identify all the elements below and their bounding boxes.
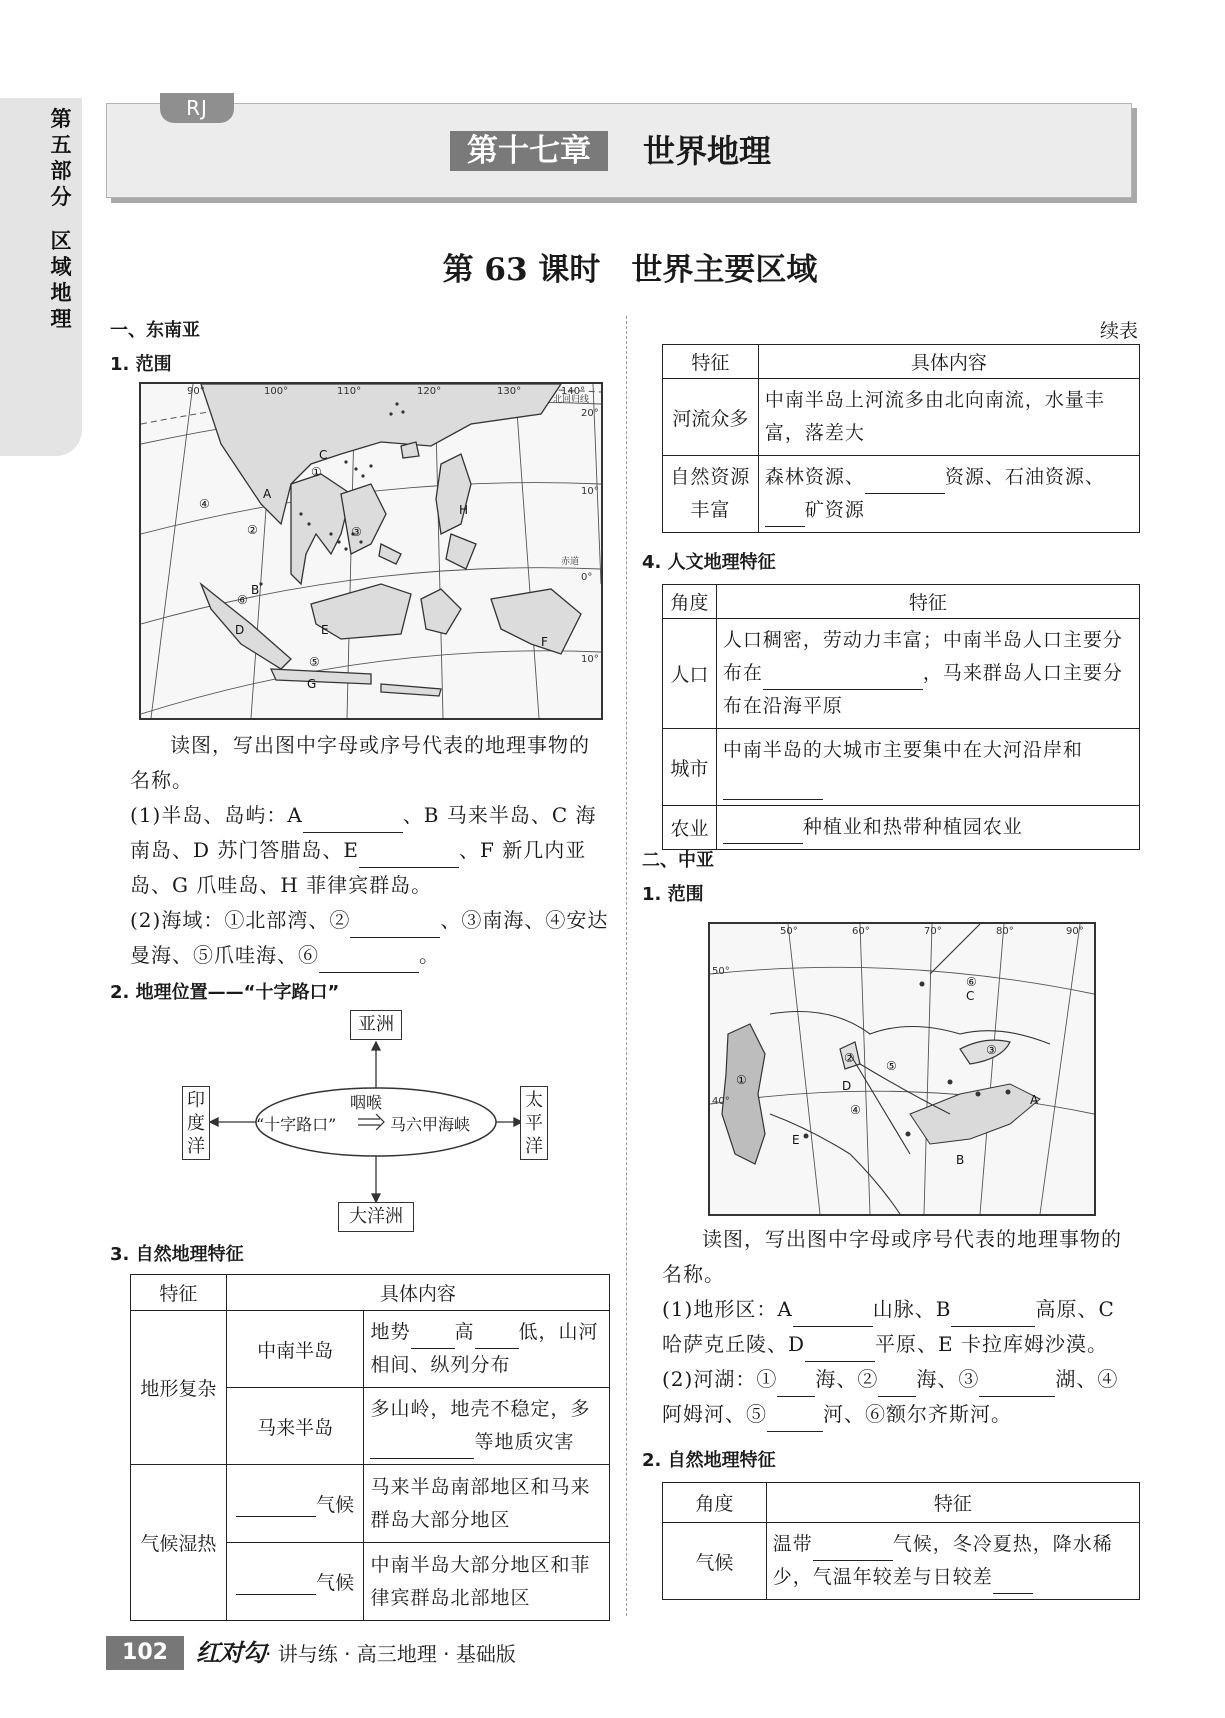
answer-blank-lake[interactable] <box>979 1374 1055 1397</box>
table3-header-feature: 特征 <box>766 1483 1139 1523</box>
agriculture-cell: 农业 <box>663 806 717 850</box>
answer-blank-sea-2b[interactable] <box>878 1374 916 1397</box>
crossroads-arrows <box>180 1010 540 1230</box>
map2-intro: 读图，写出图中字母或序号代表的地理事物的名称。 <box>662 1227 1122 1286</box>
city-content <box>716 729 1139 806</box>
answer-blank-population[interactable] <box>763 667 923 690</box>
map1-marker-f: F <box>541 635 548 649</box>
climate-suffix-1: 气候 <box>316 1494 355 1516</box>
se-asia-human-table <box>662 584 1140 850</box>
part-label <box>46 106 76 332</box>
climate-region-1: 马来半岛南部地区和马来群岛大部分地区 <box>364 1465 610 1543</box>
map2-marker-5: ⑤ <box>886 1059 897 1073</box>
se-asia-natural-table <box>130 1274 610 1621</box>
map1-marker-6: ⑥ <box>237 593 248 607</box>
climate-type-1 <box>226 1465 364 1543</box>
natural-features-title: 3. 自然地理特征 <box>110 1244 244 1265</box>
answer-blank-plain[interactable] <box>805 1339 875 1362</box>
map1-marker-2: ② <box>247 523 258 537</box>
map2-marker-b: B <box>956 1153 965 1167</box>
answer-blank-city[interactable] <box>723 777 823 800</box>
map2-q1-d: 平原、E 卡拉库姆沙漠。 <box>875 1332 1109 1356</box>
map2-q2-c: 海、③ <box>916 1367 980 1391</box>
malay-text-b: 等地质灾害 <box>474 1431 575 1453</box>
resources-content <box>758 456 1139 533</box>
population-cell: 人口 <box>663 619 717 729</box>
climate-type-2 <box>226 1543 364 1621</box>
table3-header-angle: 角度 <box>663 1483 767 1523</box>
central-asia-map <box>708 922 1096 1216</box>
resources-text-b: 资源、石油资源、 <box>944 466 1105 488</box>
map1-equator-label: 赤道 <box>561 557 580 567</box>
map1-marker-d: D <box>235 623 245 637</box>
footer-series <box>196 1638 516 1669</box>
map2-marker-a: A <box>1030 1093 1039 1107</box>
resources-text-a: 森林资源、 <box>764 466 865 488</box>
map2-marker-c: C <box>966 989 975 1003</box>
map1-marker-4: ④ <box>199 497 210 511</box>
page-number: 102 <box>106 1636 184 1670</box>
answer-blank-e[interactable] <box>359 845 459 868</box>
chapter-title: 世界地理 <box>643 132 772 170</box>
diagram-pacific-ocean: 太平洋 <box>520 1086 548 1160</box>
scope-title: 1. 范围 <box>110 354 172 375</box>
map2-marker-6: ⑥ <box>966 975 977 989</box>
terrain-cell: 地形复杂 <box>131 1311 227 1465</box>
map1-marker-e: E <box>321 623 329 637</box>
map1-lat-10n: 10° <box>581 486 599 497</box>
malay-cell: 马来半岛 <box>226 1388 364 1465</box>
map2-q1-a: (1)地形区：A <box>662 1297 793 1321</box>
answer-blank-resource-2[interactable] <box>765 504 805 527</box>
se-asia-natural-table-cont <box>662 344 1140 533</box>
map2-q2-a: (2)河湖：① <box>662 1367 778 1391</box>
q1-post: 、F 新几内亚岛、G 爪哇岛、H 菲律宾群岛。 <box>130 838 587 897</box>
indochina-text-c: 低，山河相间、纵列分布 <box>370 1321 599 1376</box>
diagram-asia: 亚洲 <box>350 1010 402 1040</box>
climate-cell: 气候湿热 <box>131 1465 227 1621</box>
q2-post: 。 <box>419 943 440 967</box>
southeast-asia-map-svg <box>141 384 601 718</box>
chapter-header <box>106 103 1132 198</box>
map2-lon-50: 50° <box>780 926 798 937</box>
map1-question-1 <box>130 798 610 903</box>
publisher-logo: 红对勾 <box>196 1639 265 1667</box>
malay-content <box>364 1388 610 1465</box>
map2-q2-e: 河、⑥额尔齐斯河。 <box>823 1402 1012 1426</box>
map2-marker-3: ③ <box>986 1043 997 1057</box>
table-header-content: 具体内容 <box>226 1275 609 1311</box>
climate-region-2: 中南半岛大部分地区和菲律宾群岛北部地区 <box>364 1543 610 1621</box>
map1-marker-g: G <box>307 677 317 691</box>
map2-question-1 <box>662 1292 1138 1362</box>
indochina-text-b: 高 <box>454 1321 475 1343</box>
malay-text-a: 多山岭，地壳不稳定，多 <box>370 1398 591 1420</box>
section-southeast-asia-title: 一、东南亚 <box>110 320 200 341</box>
map1-marker-3: ③ <box>351 525 362 539</box>
map1-lat-10s: 10° <box>581 654 599 665</box>
map1-marker-h: H <box>459 503 469 517</box>
scope-title-2: 1. 范围 <box>642 884 704 905</box>
map1-lon-100: 100° <box>264 386 289 397</box>
answer-blank-terrain-1[interactable] <box>411 1326 455 1349</box>
map2-q2-b: 海、② <box>815 1367 879 1391</box>
answer-blank-sea-6[interactable] <box>319 950 419 973</box>
map1-marker-5: ⑤ <box>309 655 320 669</box>
map2-q1-c: 高原、C 哈萨克丘陵、D <box>662 1297 1115 1356</box>
answer-blank-agriculture[interactable] <box>723 821 803 844</box>
answer-blank-terrain-2[interactable] <box>475 1326 519 1349</box>
crossroads-diagram <box>180 1010 543 1230</box>
map1-question-2 <box>130 903 610 973</box>
climate-text-b: 气候，冬冷夏热，降水稀少，气温年较差与日较差 <box>772 1533 1113 1588</box>
table2-header-angle: 角度 <box>663 585 717 619</box>
central-asia-map-svg <box>710 924 1094 1214</box>
map1-lon-140: 140° <box>561 386 586 397</box>
series-title: · 讲与练 · 高三地理 · 基础版 <box>265 1642 516 1666</box>
answer-blank-sea-1[interactable] <box>777 1374 815 1397</box>
map2-marker-2: ② <box>844 1051 855 1065</box>
map2-lon-70: 70° <box>924 926 942 937</box>
diagram-center-label: “十字路口” <box>256 1115 337 1134</box>
table1-header-feature: 特征 <box>663 345 759 379</box>
column-divider <box>626 316 627 1616</box>
resources-cell: 自然资源丰富 <box>663 456 759 533</box>
map1-lon-130: 130° <box>497 386 522 397</box>
map1-lon-110: 110° <box>337 386 362 397</box>
natural-features-title-2: 2. 自然地理特征 <box>642 1450 776 1471</box>
q2-mid: 、③南海、④安达曼海、⑤爪哇海、⑥ <box>130 908 609 967</box>
map1-marker-b: B <box>251 583 260 597</box>
map2-question-2 <box>662 1362 1138 1432</box>
answer-blank-plateau[interactable] <box>951 1304 1035 1327</box>
map1-lon-90: 90° <box>187 386 205 397</box>
map2-marker-e: E <box>792 1133 800 1147</box>
rivers-content: 中南半岛上河流多由北向南流，水量丰富，落差大 <box>758 379 1139 456</box>
map2-q2-d: 湖、④阿姆河、⑤ <box>662 1367 1119 1426</box>
map2-q1-b: 山脉、B <box>872 1297 952 1321</box>
southeast-asia-map <box>139 382 603 720</box>
q1-pre: (1)半岛、岛屿：A <box>130 803 303 827</box>
diagram-arrow-label: 咽喉 <box>350 1093 383 1112</box>
agriculture-text: 种植业和热带种植园农业 <box>802 816 1023 838</box>
human-features-title: 4. 人文地理特征 <box>642 552 776 573</box>
map2-marker-1: ① <box>736 1073 747 1087</box>
answer-blank-range[interactable] <box>993 1571 1033 1594</box>
answer-blank-climate-1[interactable] <box>236 1494 316 1517</box>
agriculture-content <box>716 806 1139 850</box>
answer-blank-river[interactable] <box>767 1409 823 1432</box>
map2-lat-50: 50° <box>712 966 730 977</box>
answer-blank-climate-type[interactable] <box>813 1538 893 1561</box>
edition-badge: RJ <box>160 93 234 123</box>
map1-lat-20: 20° <box>581 408 599 419</box>
map2-marker-4: ④ <box>850 1103 861 1117</box>
climate-suffix-2: 气候 <box>316 1572 355 1594</box>
answer-blank-resource-1[interactable] <box>865 471 945 494</box>
map1-marker-c: C <box>319 448 328 462</box>
climate-text-a: 温带 <box>772 1533 813 1555</box>
indochina-text-a: 地势 <box>370 1321 411 1343</box>
population-content <box>716 619 1139 729</box>
continued-table-label: 续表 <box>1100 320 1139 342</box>
map2-marker-d: D <box>842 1079 852 1093</box>
answer-blank-climate-2[interactable] <box>236 1572 316 1595</box>
map1-tropic-label: 北回归线 <box>553 395 590 405</box>
section-label-text: 区域地理 <box>50 229 72 331</box>
table1-header-content: 具体内容 <box>758 345 1139 379</box>
climate-feature-content <box>766 1523 1139 1600</box>
central-asia-natural-table <box>662 1482 1140 1600</box>
indochina-content <box>364 1311 610 1388</box>
section-central-asia-title: 二、中亚 <box>642 850 714 871</box>
rivers-cell: 河流众多 <box>663 379 759 456</box>
population-text-b: ，马来群岛人口主要分布在沿海平原 <box>722 662 1123 717</box>
answer-blank-sea-2[interactable] <box>350 915 440 938</box>
map2-lon-90: 90° <box>1066 926 1084 937</box>
map1-marker-1: ① <box>311 465 322 479</box>
table-header-feature: 特征 <box>131 1275 227 1311</box>
diagram-indian-ocean: 印度洋 <box>182 1086 210 1160</box>
city-text: 中南半岛的大城市主要集中在大河沿岸和 <box>722 739 1083 761</box>
diagram-oceania: 大洋洲 <box>338 1202 414 1232</box>
map1-marker-a: A <box>263 487 272 501</box>
q1-mid: 、B 马来半岛、C 海南岛、D 苏门答腊岛、E <box>130 803 597 862</box>
map1-lat-0: 0° <box>581 572 593 583</box>
answer-blank-mountain[interactable] <box>793 1304 873 1327</box>
climate-angle-cell: 气候 <box>663 1523 767 1600</box>
resources-text-c: 矿资源 <box>804 499 865 521</box>
q2-pre: (2)海域：①北部湾、② <box>130 908 351 932</box>
diagram-strait: 马六甲海峡 <box>390 1115 471 1134</box>
part-label-text: 第五部分 <box>50 107 72 209</box>
population-text-a: 人口稠密，劳动力丰富；中南半岛人口主要分布在 <box>722 629 1123 684</box>
chapter-badge: 第十七章 <box>450 131 608 171</box>
lesson-title: 第 63 课时 世界主要区域 <box>442 252 818 288</box>
answer-blank-a[interactable] <box>303 810 403 833</box>
map2-lat-40: 40° <box>712 1096 730 1107</box>
map1-lon-120: 120° <box>417 386 442 397</box>
map2-lon-80: 80° <box>996 926 1014 937</box>
answer-blank-hazards[interactable] <box>370 1436 474 1459</box>
city-cell: 城市 <box>663 729 717 806</box>
table2-header-feature: 特征 <box>716 585 1139 619</box>
location-title: 2. 地理位置——“十字路口” <box>110 982 340 1003</box>
map2-lon-60: 60° <box>852 926 870 937</box>
indochina-cell: 中南半岛 <box>226 1311 364 1388</box>
map1-intro: 读图，写出图中字母或序号代表的地理事物的名称。 <box>130 733 590 792</box>
